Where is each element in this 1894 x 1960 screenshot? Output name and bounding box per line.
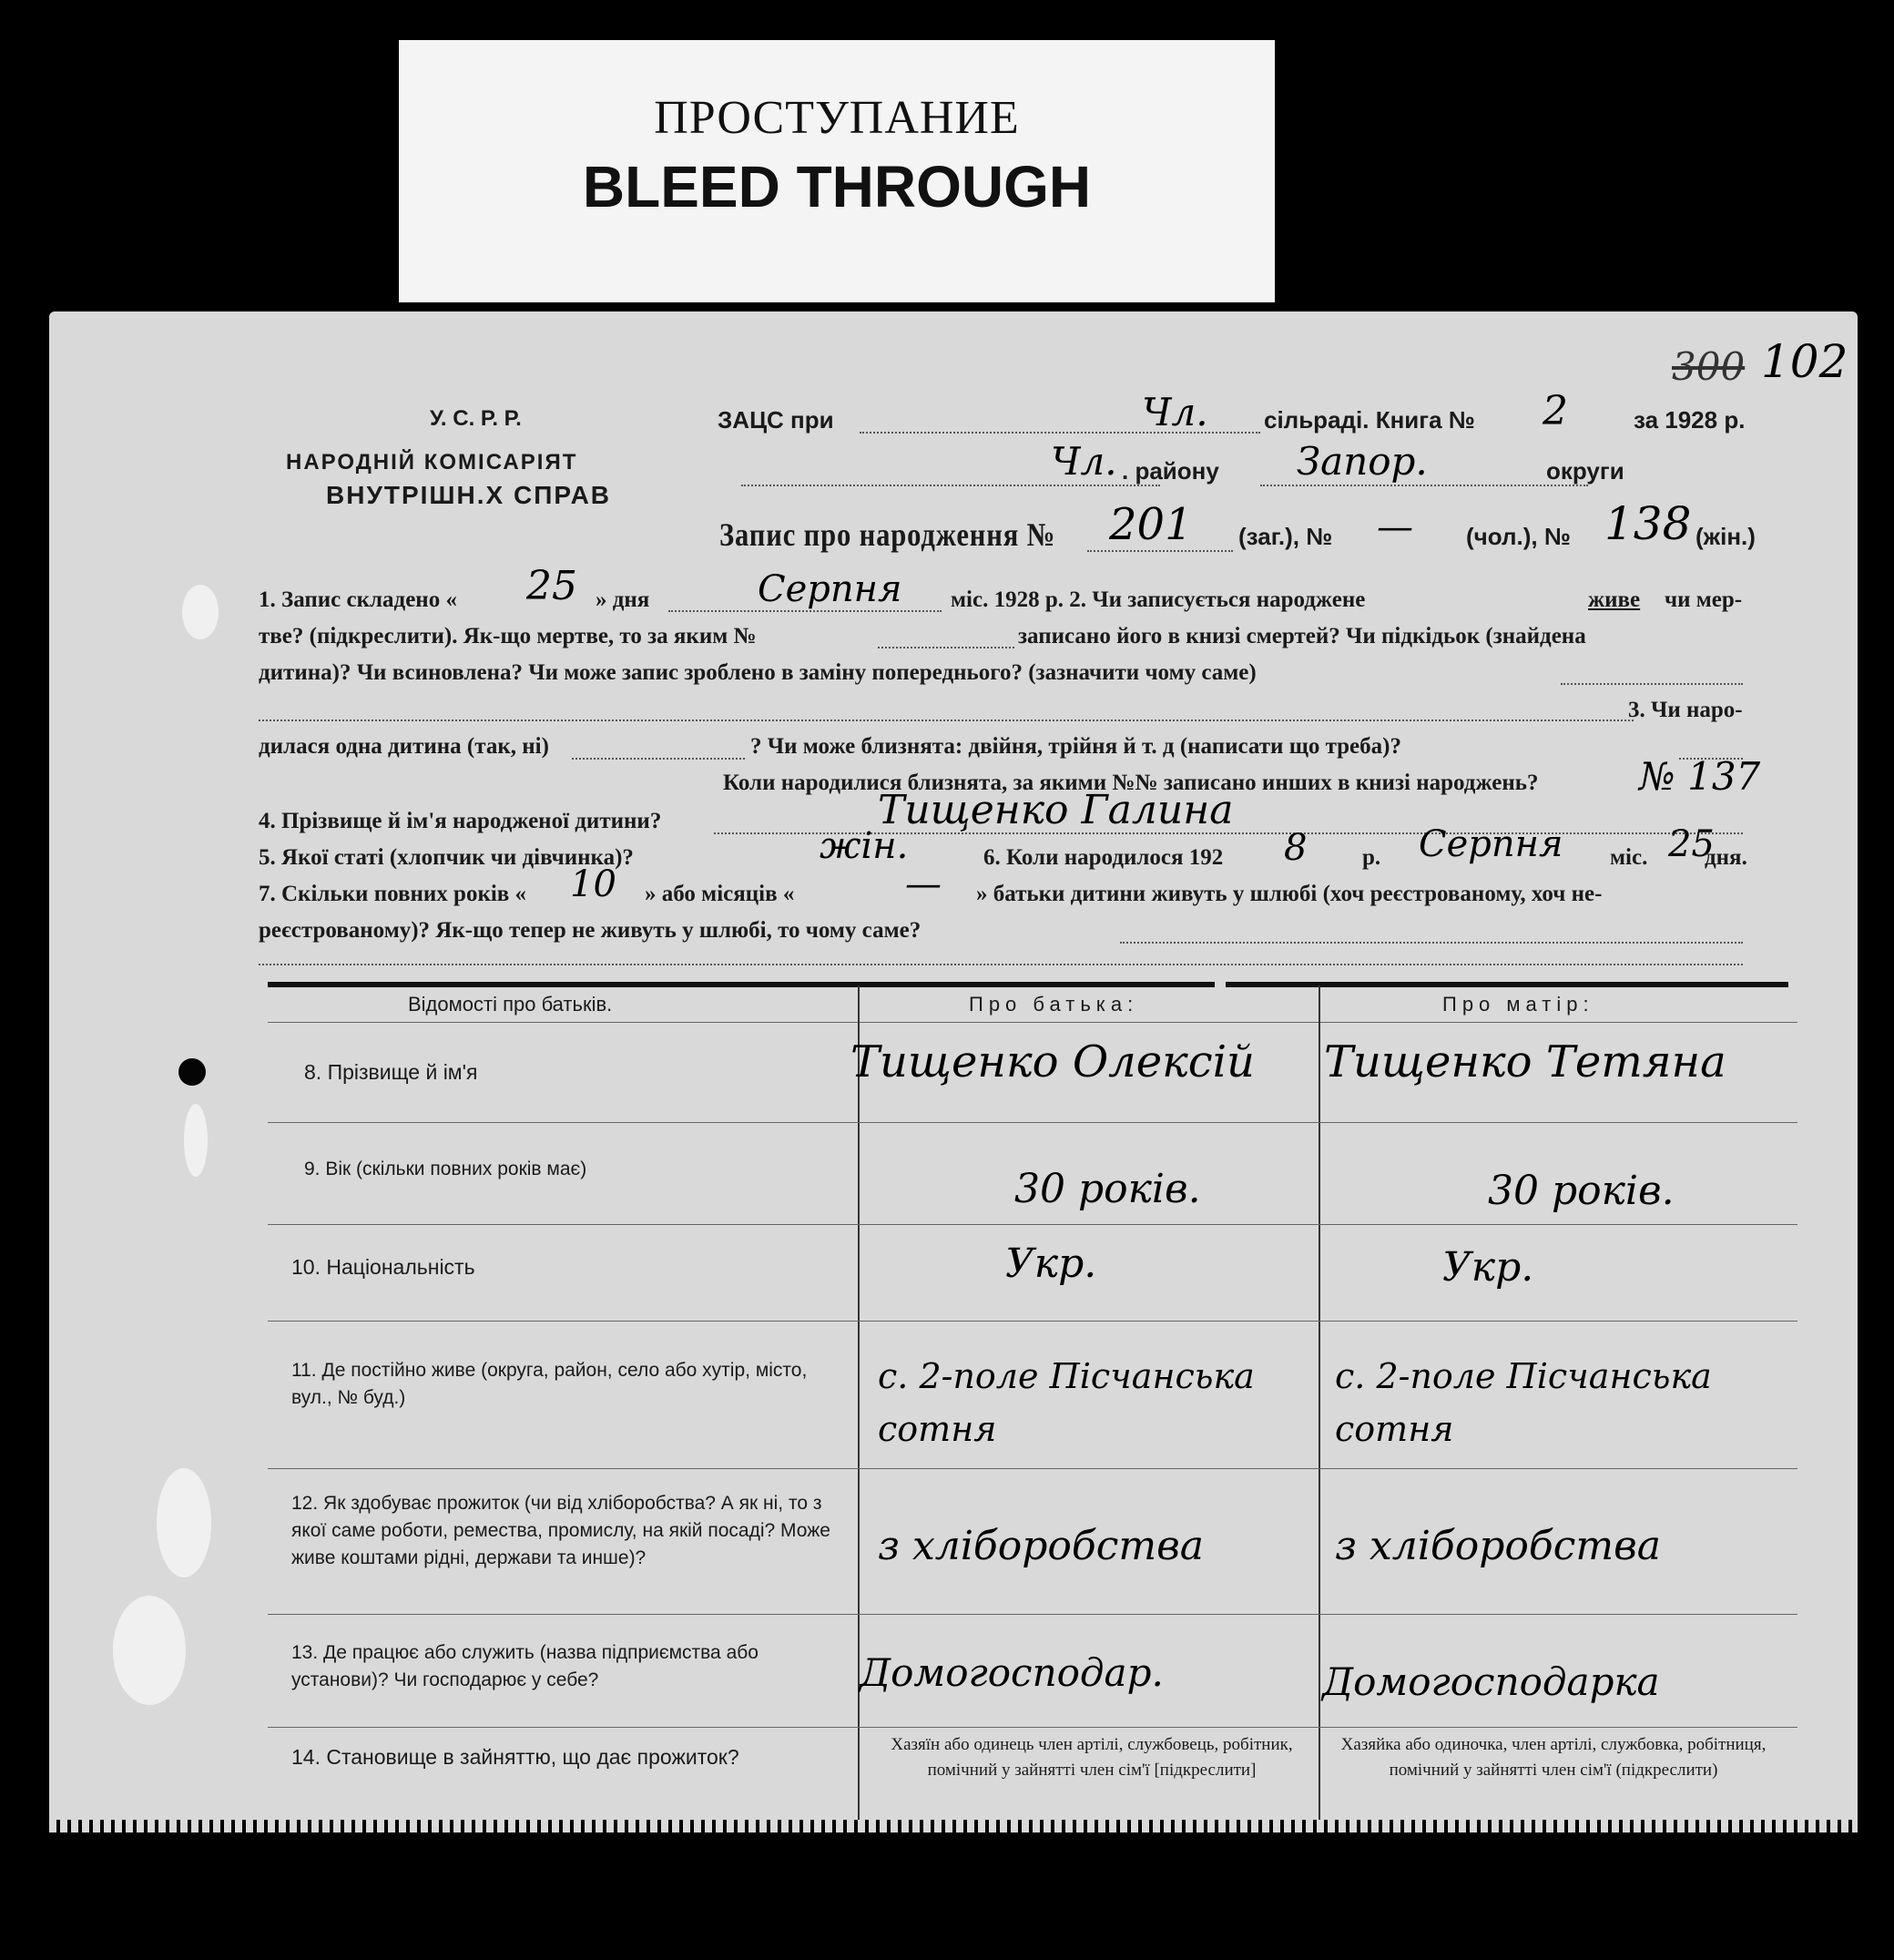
father-nationality: Укр.: [1005, 1240, 1097, 1287]
line2b: записано його в книзі смертей? Чи підкідьок (знайдена: [1018, 624, 1586, 648]
line8c: р.: [1362, 845, 1381, 870]
line8b: 6. Коли народилося 192: [983, 845, 1224, 870]
line6: Коли народилися близнята, за якими №№ записано инших в книзі народжень?: [723, 771, 1539, 795]
line5: дилася одна дитина (так, ні): [259, 734, 549, 759]
row-label-age: 9. Вік (скільки повних років має): [304, 1159, 587, 1179]
female-label: (жін.): [1695, 523, 1756, 550]
line3: дитина)? Чи всиновлена? Чи може запис зроблено в заміну попереднього? (зазначити чому саме): [259, 660, 1257, 685]
document-page: [49, 311, 1858, 1832]
label-line-english: BLEED THROUGH: [582, 154, 1092, 219]
birth-year-digit: 8: [1284, 827, 1308, 869]
female-number: 138: [1604, 497, 1692, 550]
zags-prefix: ЗАЦС при: [718, 406, 834, 434]
okrug-label: округи: [1546, 457, 1624, 485]
commissariat-line1: НАРОДНІЙ КОМІСАРІЯТ: [286, 450, 578, 475]
mother-livelihood: з хліборобства: [1335, 1523, 1661, 1569]
general-label: (заг.), №: [1238, 523, 1333, 550]
zags-value: Чл.: [1142, 390, 1208, 434]
page-number: 102: [1761, 335, 1848, 388]
row-label-residence: 11. Де постійно живе (округа, район, село або хутір, місто, вул., № буд.): [291, 1360, 808, 1408]
line1d: чи мер-: [1665, 587, 1743, 612]
twin-record-number: № 137: [1639, 754, 1761, 799]
commissariat-line2: ВНУТРІШН.Х СПРАВ: [326, 481, 612, 509]
father-name: Тищенко Олексій: [850, 1036, 1255, 1087]
record-month: Серпня: [758, 568, 902, 610]
father-age: 30 років.: [1014, 1166, 1201, 1212]
rayon-value: Чл.: [1051, 439, 1117, 484]
row-label-livelihood: 12. Як здобуває прожиток (чи від хліборобства? А як ні, то з якої саме роботи, ремества, промислу, на якій посаді? Може живе коштами рідні, держави та инше)?: [291, 1493, 830, 1568]
year-label: за 1928 р.: [1634, 406, 1746, 434]
silradi-label: сільраді. Книга №: [1264, 406, 1475, 434]
row-label-workplace: 13. Де працює або служить (назва підприємства або установи)? Чи господарює у себе?: [291, 1642, 759, 1690]
line2: тве? (підкреслити). Як-що мертве, то за яким №: [259, 624, 757, 648]
line10: реєстрованому)? Як-що тепер не живуть у шлюбі, то чому саме?: [259, 918, 922, 943]
line9: 7. Скільки повних років «: [259, 882, 527, 906]
alive-underlined: живе: [1588, 587, 1641, 612]
rayon-label: . району: [1122, 457, 1219, 485]
father-employment-options: Хазяїн або одинець член артілі, службовець, робітник, помічний у зайнятті член сім'ї [підкреслити]: [891, 1735, 1293, 1780]
male-number: —: [1377, 506, 1413, 548]
archive-label-card: [399, 40, 1275, 302]
birth-month: Серпня: [1419, 823, 1563, 865]
line9b: » або місяців «: [645, 882, 795, 906]
struck-page-number: 300: [1672, 344, 1746, 389]
male-label: (чол.), №: [1466, 523, 1571, 550]
father-workplace: Домогосподар.: [860, 1650, 1164, 1695]
line8e: дня.: [1705, 845, 1747, 870]
father-residence: с. 2-поле Пісчанська сотня: [878, 1356, 1255, 1449]
col-header-father: Про батька:: [969, 993, 1139, 1016]
child-name: Тищенко Галина: [878, 787, 1234, 833]
child-sex: жін.: [820, 825, 909, 867]
years-married: 10: [570, 863, 616, 905]
line8: 5. Якої статі (хлопчик чи дівчинка)?: [259, 845, 634, 870]
months-married: —: [905, 863, 942, 905]
general-number: 201: [1109, 499, 1193, 550]
col-header-mother: Про матір:: [1442, 993, 1594, 1016]
ussr-heading: У. С. Р. Р.: [430, 406, 522, 431]
label-line-russian: ПРОСТУПАНИЕ: [654, 92, 1020, 144]
book-number: 2: [1543, 388, 1568, 434]
mother-employment-options: Хазяйка або одиночка, член артілі, службовка, робітниця, помічний у зайнятті член сім'ї (підкреслити): [1340, 1735, 1767, 1780]
line1a: 1. Запис складено «: [259, 587, 457, 612]
birth-day: 25: [1668, 823, 1715, 865]
row-label-employment-status: 14. Становище в зайняттю, що дає прожиток?: [291, 1745, 739, 1769]
line1b: » дня: [596, 587, 650, 612]
mother-nationality: Укр.: [1442, 1244, 1534, 1291]
mother-workplace: Домогосподарка: [1322, 1659, 1660, 1704]
binding-hole-top: [178, 1058, 206, 1086]
row-label-nationality: 10. Національність: [291, 1255, 475, 1279]
line8d: міс.: [1610, 845, 1648, 870]
line9c: » батьки дитини живуть у шлюбі (хоч реєстрованому, хоч не-: [976, 882, 1603, 906]
mother-age: 30 років.: [1488, 1168, 1675, 1214]
col-header-info: Відомості про батьків.: [408, 993, 613, 1016]
line5b: ? Чи може близнята: двійня, трійня й т. д (написати що треба)?: [750, 734, 1401, 759]
mother-name: Тищенко Тетяна: [1324, 1036, 1726, 1087]
line4: 3. Чи наро-: [1628, 698, 1743, 722]
father-livelihood: з хліборобства: [878, 1523, 1204, 1569]
row-label-name: 8. Прізвище й ім'я: [304, 1060, 478, 1084]
line1c: міс. 1928 р. 2. Чи записується народжене: [951, 587, 1366, 612]
record-title: Запис про народження №: [719, 516, 1056, 553]
line7: 4. Прізвище й ім'я народженої дитини?: [259, 809, 662, 833]
record-day: 25: [526, 563, 577, 609]
okrug-value: Запор.: [1297, 439, 1428, 484]
mother-residence: с. 2-поле Пісчанська сотня: [1335, 1356, 1712, 1449]
